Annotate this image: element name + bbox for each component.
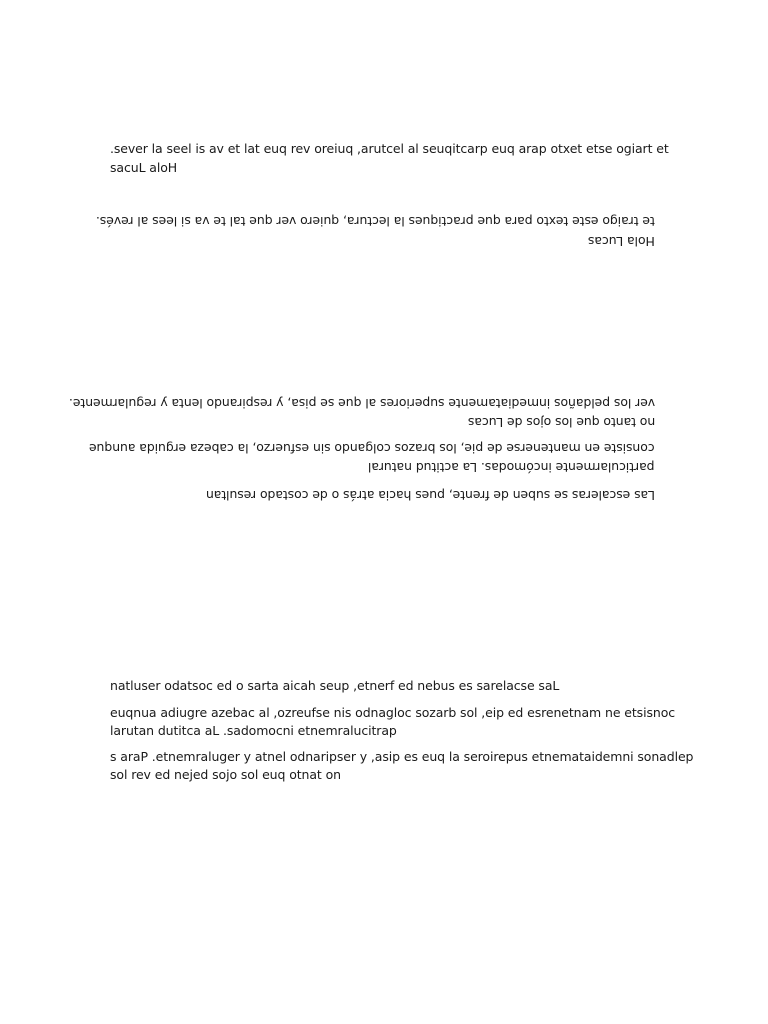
upside-down-text-line: Hola Lucas [588, 234, 655, 249]
upside-down-text-line: particularmente incómodas. La actitud natural [368, 460, 655, 475]
text-line: .sever la seel is av et lat euq rev oreiuq ,arutcel al seuqitcarp euq arap otxet etse ogiart et [110, 141, 669, 156]
upside-down-text-line: ver los peldaños inmediatamente superiores al que se pisa, y respirando lenta y regularmente. [68, 396, 655, 411]
text-line: s araP .etnemraluger y atnel odnaripser y ,asip es euq la seroirepus etnemataidemni sonadlep [110, 749, 694, 764]
text-line: larutan dutitca aL .sadomocni etnemralucitrap [110, 723, 397, 738]
upside-down-text-line: consiste en mantenerse de pie, los brazos colgando sin esfuerzo, la cabeza erguida aunque [89, 441, 655, 456]
text-line: sacuL aloH [110, 160, 178, 175]
upside-down-text-line: no tanto que los ojos de Lucas [467, 415, 655, 430]
text-line: sol rev ed nejed sojo sol euq otnat on [110, 767, 341, 782]
text-line: natluser odatsoc ed o sarta aicah seup ,etnerf ed nebus es sarelacse saL [110, 678, 560, 693]
upside-down-text-line: te traigo este texto para que practiques la lectura, quiero ver que tal te va si lees al revés. [96, 214, 655, 229]
text-line: euqnua adiugre azebac al ,ozreufse nis odnaglоc sozarb sol ,eip ed esrenetnam ne etsisnoc [110, 705, 676, 720]
upside-down-text-line: Las escaleras se suben de frente, pues hacia atrás o de costado resultan [206, 488, 655, 503]
